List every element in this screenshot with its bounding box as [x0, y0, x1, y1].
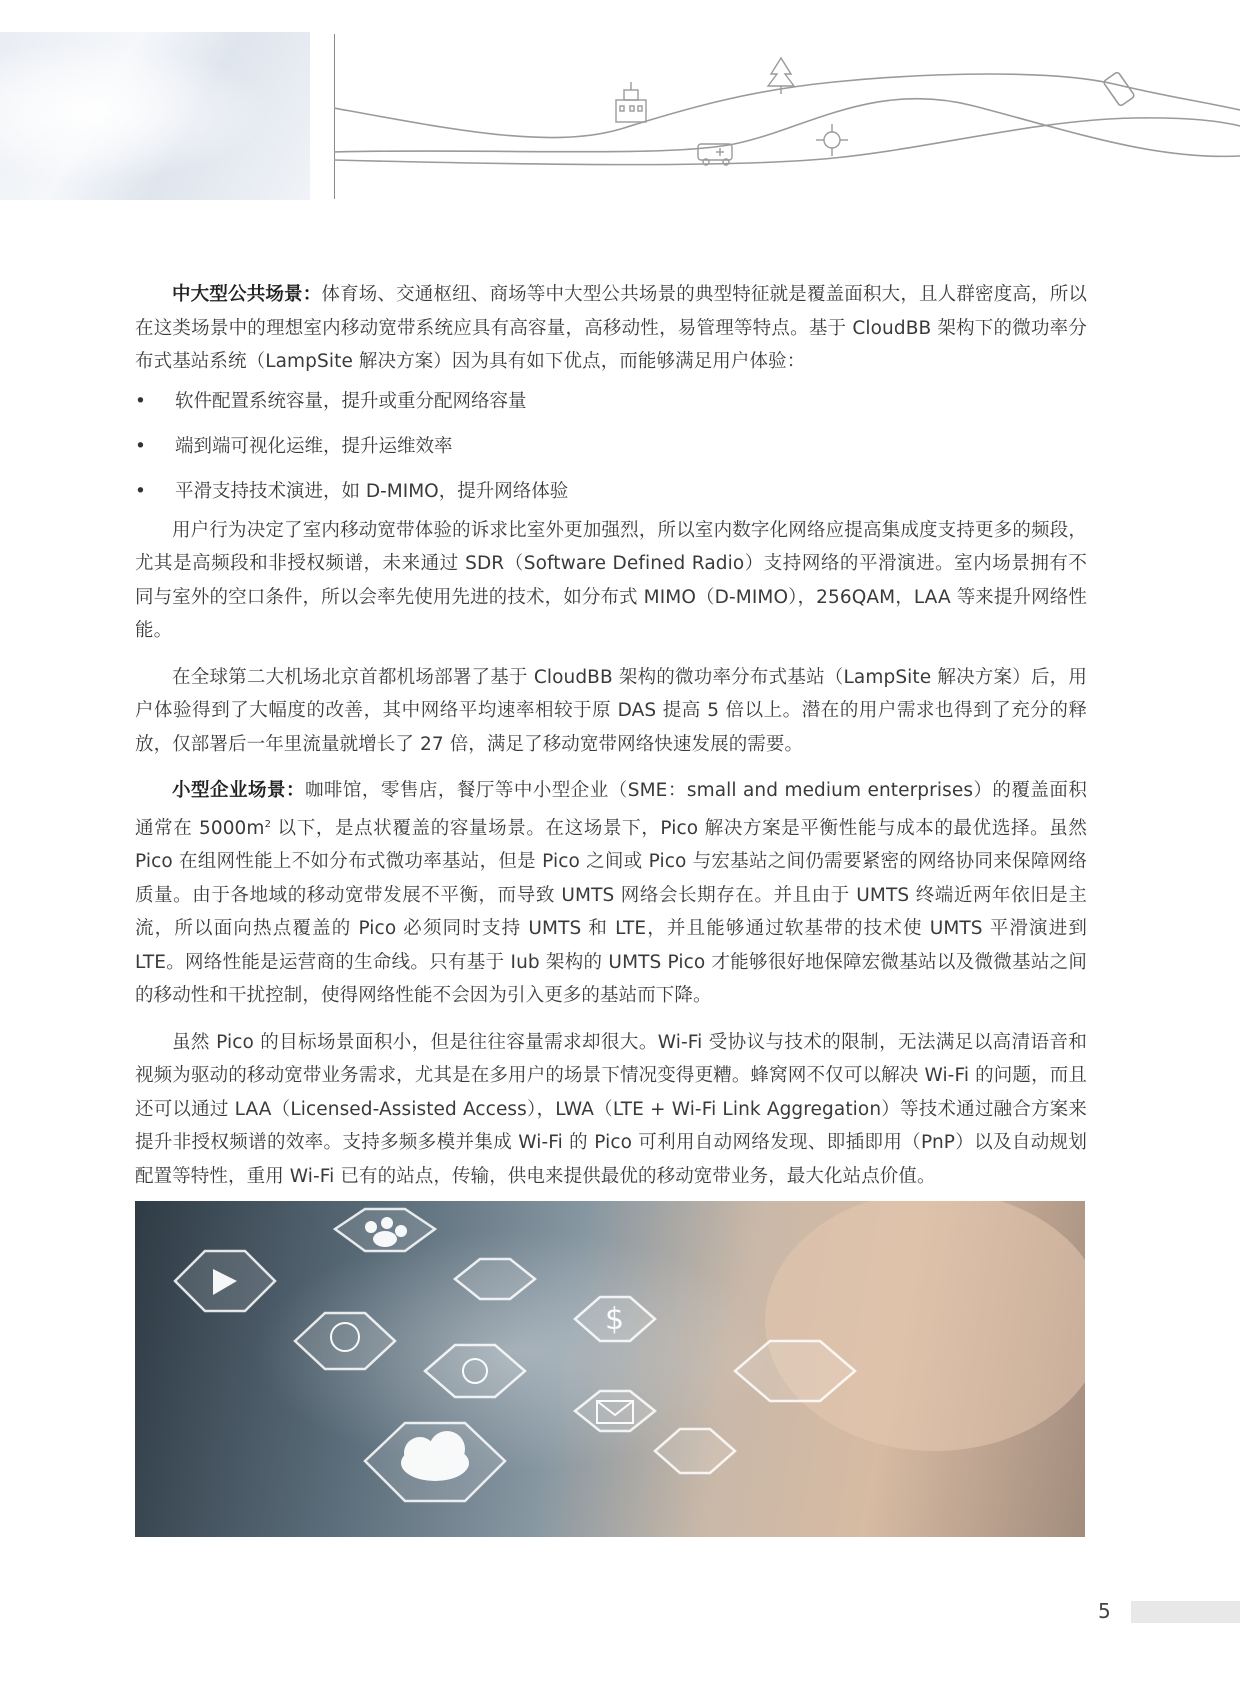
- superscript: 2: [264, 818, 272, 830]
- section1-heading: 中大型公共场景：: [172, 284, 322, 305]
- list-item: • 端到端可视化运维，提升运维效率: [135, 424, 1087, 469]
- list-item: • 平滑支持技术演进，如 D-MIMO，提升网络体验: [135, 469, 1087, 514]
- section2-paragraph-2: 虽然 Pico 的目标场景面积小，但是往往容量需求却很大。Wi-Fi 受协议与技术的限制，无法满足以高清语音和视频为驱动的移动宽带业务需求，尤其是在多用户的场景下情况变得更糟。蜂窝网不仅可以解决 Wi-Fi 的问题，而且还可以通过 LAA（Licensed-Assisted Access），LWA（LTE + Wi-Fi Link Aggregation）等技术通过融合方案来提升非授权频谱的效率。支持多频多模并集成 Wi-Fi 的 Pico 可利用自动网络发现、即插即用（PnP）以及自动规划配置等特性，重用 Wi-Fi 已有的站点，传输，供电来提供最优的移动宽带业务，最大化站点价值。: [135, 1031, 1087, 1187]
- tree-icon: [768, 58, 794, 94]
- feature-list: [135, 379, 1087, 514]
- section1-intro-text: 体育场、交通枢纽、商场等中大型公共场景的典型特征就是覆盖面积大，且人群密度高，所以在这类场景中的理想室内移动宽带系统应具有高容量，高移动性，易管理等特点。基于 CloudBB 架构下的微功率分布式基站系统（LampSite 解决方案）因为具有如下优点，而能够满足用户体验：: [135, 284, 1087, 372]
- section2-intro-text-a: 咖啡馆，零售店，餐厅等中小型企业（SME：small and medium enterprises）的覆盖面积通常在 5000m: [135, 780, 1087, 839]
- section1-paragraph-2: 用户行为决定了室内移动宽带体验的诉求比室外更加强烈，所以室内数字化网络应提高集成度支持更多的频段，尤其是高频段和非授权频谱，未来通过 SDR（Software Defined Radio）支持网络的平滑演进。室内场景拥有不同与室外的空口条件，所以会率先使用先进的技术，如分布式 MIMO（D-MIMO），256QAM，LAA 等来提升网络性能。: [135, 519, 1087, 641]
- header-sky-image: [0, 32, 310, 200]
- section2-intro-paragraph: [135, 774, 1087, 1013]
- page-number: 5: [1098, 1599, 1111, 1623]
- network-illustration-photo: [135, 1201, 1085, 1537]
- section2-heading: 小型企业场景：: [172, 780, 305, 801]
- section2-intro-text-b: 以下，是点状覆盖的容量场景。在这场景下，Pico 解决方案是平衡性能与成本的最优选择。虽然 Pico 在组网性能上不如分布式微功率基站，但是 Pico 之间或 Pico 与宏基站之间仍需要紧密的网络协同来保障网络质量。由于各地域的移动宽带发展不平衡，而导致 UMTS 网络会长期存在。并且由于 UMTS 终端近两年依旧是主流，所以面向热点覆盖的 Pico 必须同时支持 UMTS 和 LTE，并且能够通过软基带的技术使 UMTS 平滑演进到 LTE。网络性能是运营商的生命线。只有基于 Iub 架构的 UMTS Pico 才能够很好地保障宏微基站以及微微基站之间的移动性和干扰控制，使得网络性能不会因为引入更多的基站而下降。: [135, 817, 1087, 1007]
- header-line-art: [334, 40, 1240, 190]
- section1-paragraph-3: 在全球第二大机场北京首都机场部署了基于 CloudBB 架构的微功率分布式基站（LampSite 解决方案）后，用户体验得到了大幅度的改善，其中网络平均速率相较于原 DAS 提高 5 倍以上。潜在的用户需求也得到了充分的释放，仅部署后一年里流量就增长了 27 倍，满足了移动宽带网络快速发展的需要。: [135, 666, 1087, 755]
- list-item: • 软件配置系统容量，提升或重分配网络容量: [135, 379, 1087, 424]
- svg-text:$: $: [605, 1302, 625, 1337]
- phone-icon: [1103, 72, 1135, 107]
- building-icon: [616, 82, 646, 122]
- page-footer-bar: [1131, 1601, 1240, 1623]
- main-text: [135, 278, 1087, 1193]
- section1-intro-paragraph: [135, 278, 1087, 379]
- circuit-icon: [816, 124, 848, 156]
